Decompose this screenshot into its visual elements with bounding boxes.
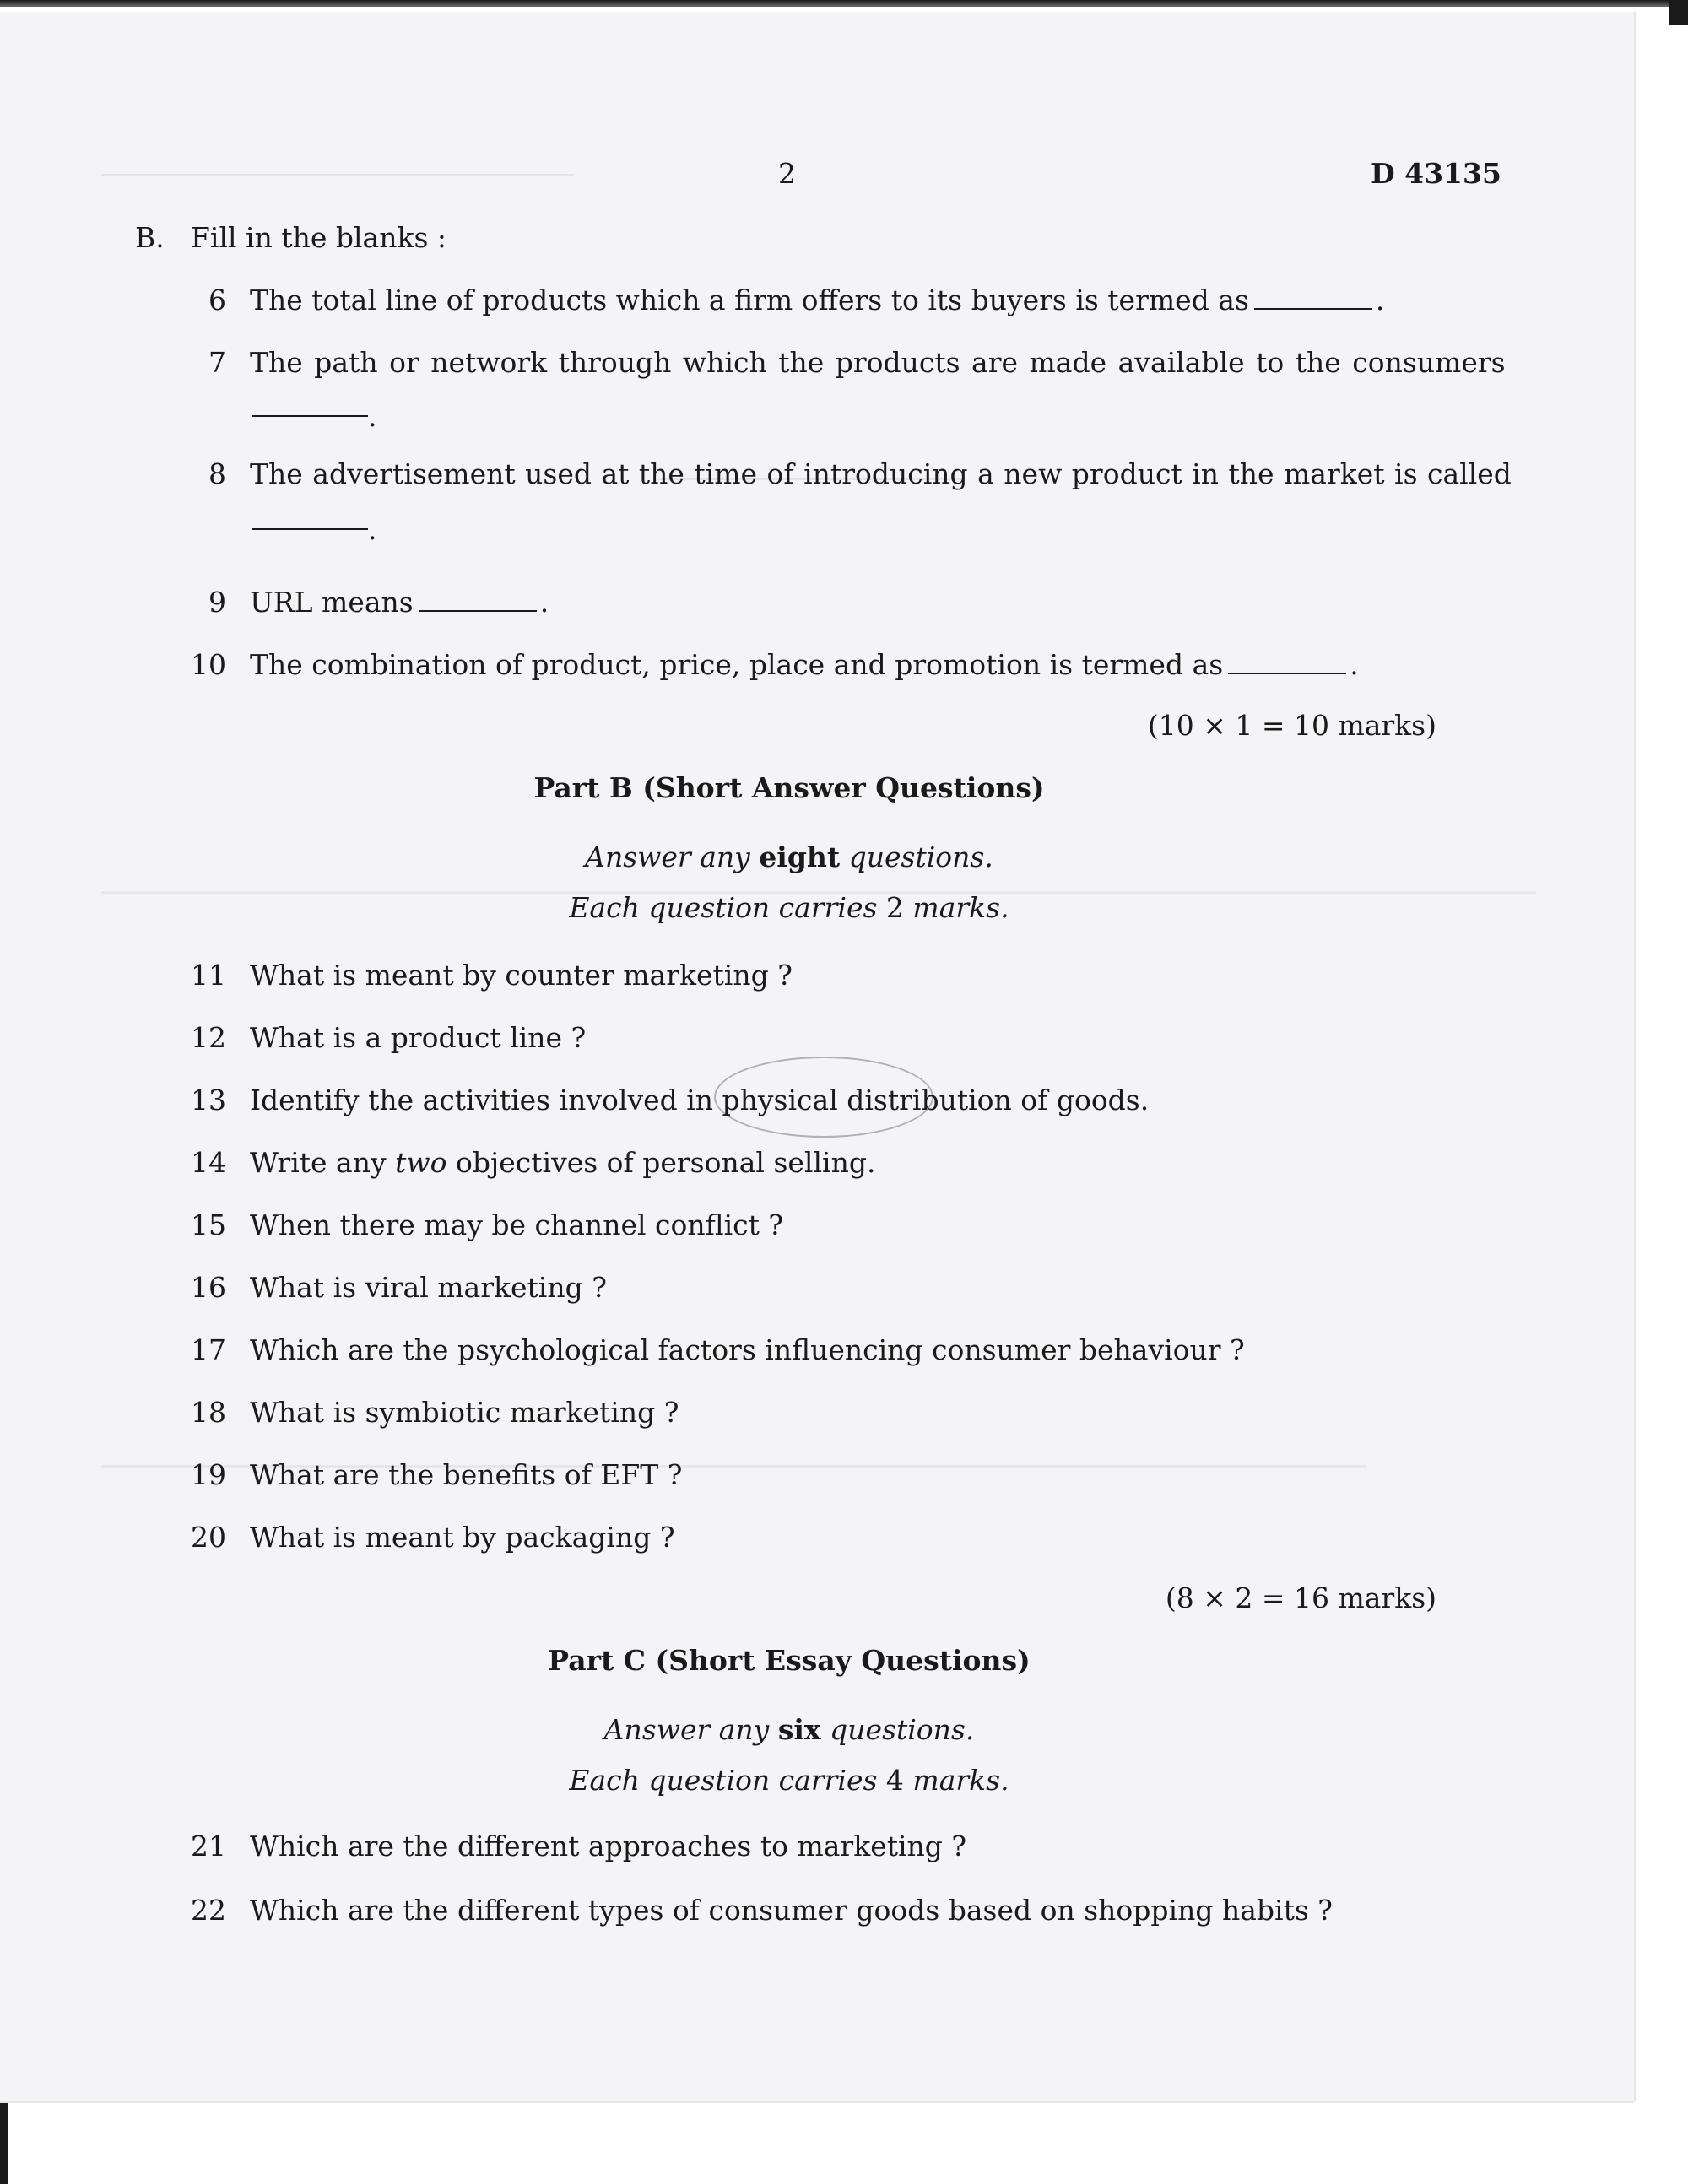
scan-top-edge xyxy=(0,0,1688,7)
part-c-instruction xyxy=(0,1713,1578,1747)
question-text: What are the benefits of EFT ? xyxy=(250,1458,683,1491)
question-text: The total line of products which a firm offers to its buyers is termed as . xyxy=(250,284,1385,316)
carry-text: Each question carries xyxy=(569,1764,878,1797)
instruction-text: Answer any xyxy=(585,841,750,873)
question-number: 21 xyxy=(191,1830,226,1862)
part-b-instruction xyxy=(0,841,1578,874)
question-text: What is meant by packaging ? xyxy=(250,1521,675,1554)
part-b-title: Part B (Short Answer Questions) xyxy=(533,771,1045,804)
question-number: 16 xyxy=(191,1271,226,1304)
blank-period: . xyxy=(368,513,377,546)
question-number: 6 xyxy=(208,284,226,316)
question-text: What is symbiotic marketing ? xyxy=(250,1396,679,1429)
paper-code: D 43135 xyxy=(1371,157,1501,190)
show-through-mark xyxy=(101,172,574,176)
instruction-text: questions. xyxy=(830,1713,975,1746)
section-b-title: Fill in the blanks : xyxy=(191,221,447,254)
carry-text: marks. xyxy=(912,891,1009,924)
question-text: URL means . xyxy=(250,586,549,619)
question-text: The combination of product, price, place and promotion is termed as . xyxy=(250,648,1359,681)
question-number: 15 xyxy=(191,1208,226,1241)
question-number: 14 xyxy=(191,1146,226,1179)
answer-blank xyxy=(1228,652,1346,674)
question-text: Which are the different approaches to marketing ? xyxy=(250,1830,967,1862)
question-text xyxy=(250,1146,875,1180)
part-c-title: Part C (Short Essay Questions) xyxy=(548,1644,1031,1677)
question-text: The advertisement used at the time of introducing a new product in the market is called xyxy=(250,457,1512,490)
question-number: 20 xyxy=(191,1521,226,1554)
instruction-text: questions. xyxy=(848,841,993,873)
question-number: 19 xyxy=(191,1458,226,1491)
question-number: 22 xyxy=(191,1894,226,1927)
question-text-content: The combination of product, price, place and promotion is termed as xyxy=(250,648,1224,681)
question-text: Which are the psychological factors influencing consumer behaviour ? xyxy=(250,1333,1245,1366)
question-text: Which are the different types of consumer goods based on shopping habits ? xyxy=(250,1894,1333,1927)
question-text: What is meant by counter marketing ? xyxy=(250,959,793,992)
instruction-text: Answer any xyxy=(603,1713,770,1746)
question-text: What is a product line ? xyxy=(250,1021,587,1054)
question-text-content: Write any xyxy=(250,1146,387,1179)
carry-text: Each question carries xyxy=(569,891,878,924)
question-emphasis: two xyxy=(395,1146,447,1179)
part-c-carry xyxy=(0,1764,1578,1797)
page-number: 2 xyxy=(778,157,796,190)
question-text-content: The total line of products which a firm offers to its buyers is termed as xyxy=(250,284,1249,316)
question-number: 11 xyxy=(191,959,226,992)
question-number: 8 xyxy=(208,457,226,490)
answer-blank xyxy=(1254,288,1372,310)
carry-marks: 4 xyxy=(885,1764,904,1797)
part-b-carry xyxy=(0,891,1578,925)
question-number: 7 xyxy=(208,346,226,379)
instruction-count: six xyxy=(777,1713,821,1746)
question-text: Identify the activities involved in physical distribution of goods. xyxy=(250,1084,1150,1116)
section-b-label: B. xyxy=(135,221,165,254)
section-b-marks: (10 × 1 = 10 marks) xyxy=(1147,709,1436,742)
carry-marks: 2 xyxy=(885,891,904,924)
question-number: 10 xyxy=(191,648,226,681)
answer-blank xyxy=(252,415,368,417)
question-text: When there may be channel conflict ? xyxy=(250,1208,784,1241)
exam-page xyxy=(0,12,1634,2101)
carry-text: marks. xyxy=(912,1764,1009,1797)
question-text-content: URL means xyxy=(250,586,414,619)
question-text-content: objectives of personal selling. xyxy=(456,1146,876,1179)
instruction-count: eight xyxy=(759,841,841,873)
question-number: 13 xyxy=(191,1084,226,1116)
blank-period: . xyxy=(368,400,377,433)
question-number: 9 xyxy=(208,586,226,619)
scan-right-edge xyxy=(1669,0,1688,25)
answer-blank xyxy=(419,590,537,612)
question-text: What is viral marketing ? xyxy=(250,1271,607,1304)
part-b-marks: (8 × 2 = 16 marks) xyxy=(1165,1581,1436,1614)
question-text: The path or network through which the products are made available to the consumers xyxy=(250,346,1506,379)
question-number: 17 xyxy=(191,1333,226,1366)
answer-blank xyxy=(252,528,368,530)
question-number: 12 xyxy=(191,1021,226,1054)
question-number: 18 xyxy=(191,1396,226,1429)
